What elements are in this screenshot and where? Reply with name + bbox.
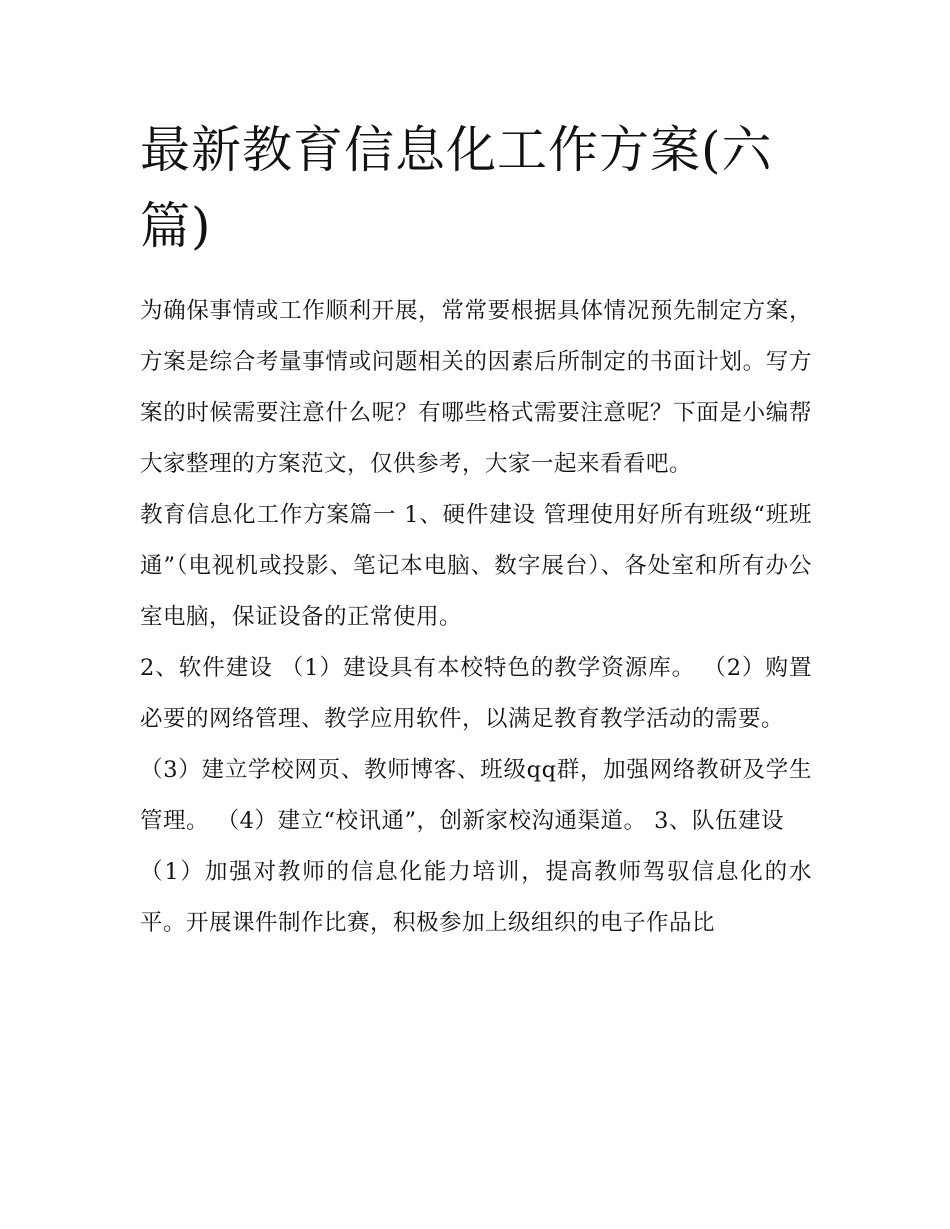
- hardware-paragraph: 教育信息化工作方案篇一 1、硬件建设 管理使用好所有班级“班班通”（电视机或投影、笔记本电脑、数字展台）、各处室和所有办公室电脑，保证设备的正常使用。: [140, 502, 812, 630]
- document-body: [140, 286, 812, 949]
- software-paragraph: 2、软件建设 （1）建设具有本校特色的教学资源库。 （2）购置必要的网络管理、教学应用软件，以满足教育教学活动的需要。: [140, 655, 812, 732]
- website-paragraph: （3）建立学校网页、教师博客、班级qq群，加强网络教研及学生管理。 （4）建立“校讯通”，创新家校沟通渠道。 3、队伍建设: [140, 757, 812, 834]
- document-page: [140, 112, 812, 949]
- training-paragraph: （1）加强对教师的信息化能力培训，提高教师驾驭信息化的水平。开展课件制作比赛，积极参加上级组织的电子作品比: [140, 859, 812, 936]
- document-title: 最新教育信息化工作方案(六篇): [140, 121, 773, 255]
- intro-paragraph: 为确保事情或工作顺利开展，常常要根据具体情况预先制定方案，方案是综合考量事情或问题相关的因素后所制定的书面计划。写方案的时候需要注意什么呢？有哪些格式需要注意呢？下面是小编帮大家整理的方案范文，仅供参考，大家一起来看看吧。: [140, 298, 812, 477]
